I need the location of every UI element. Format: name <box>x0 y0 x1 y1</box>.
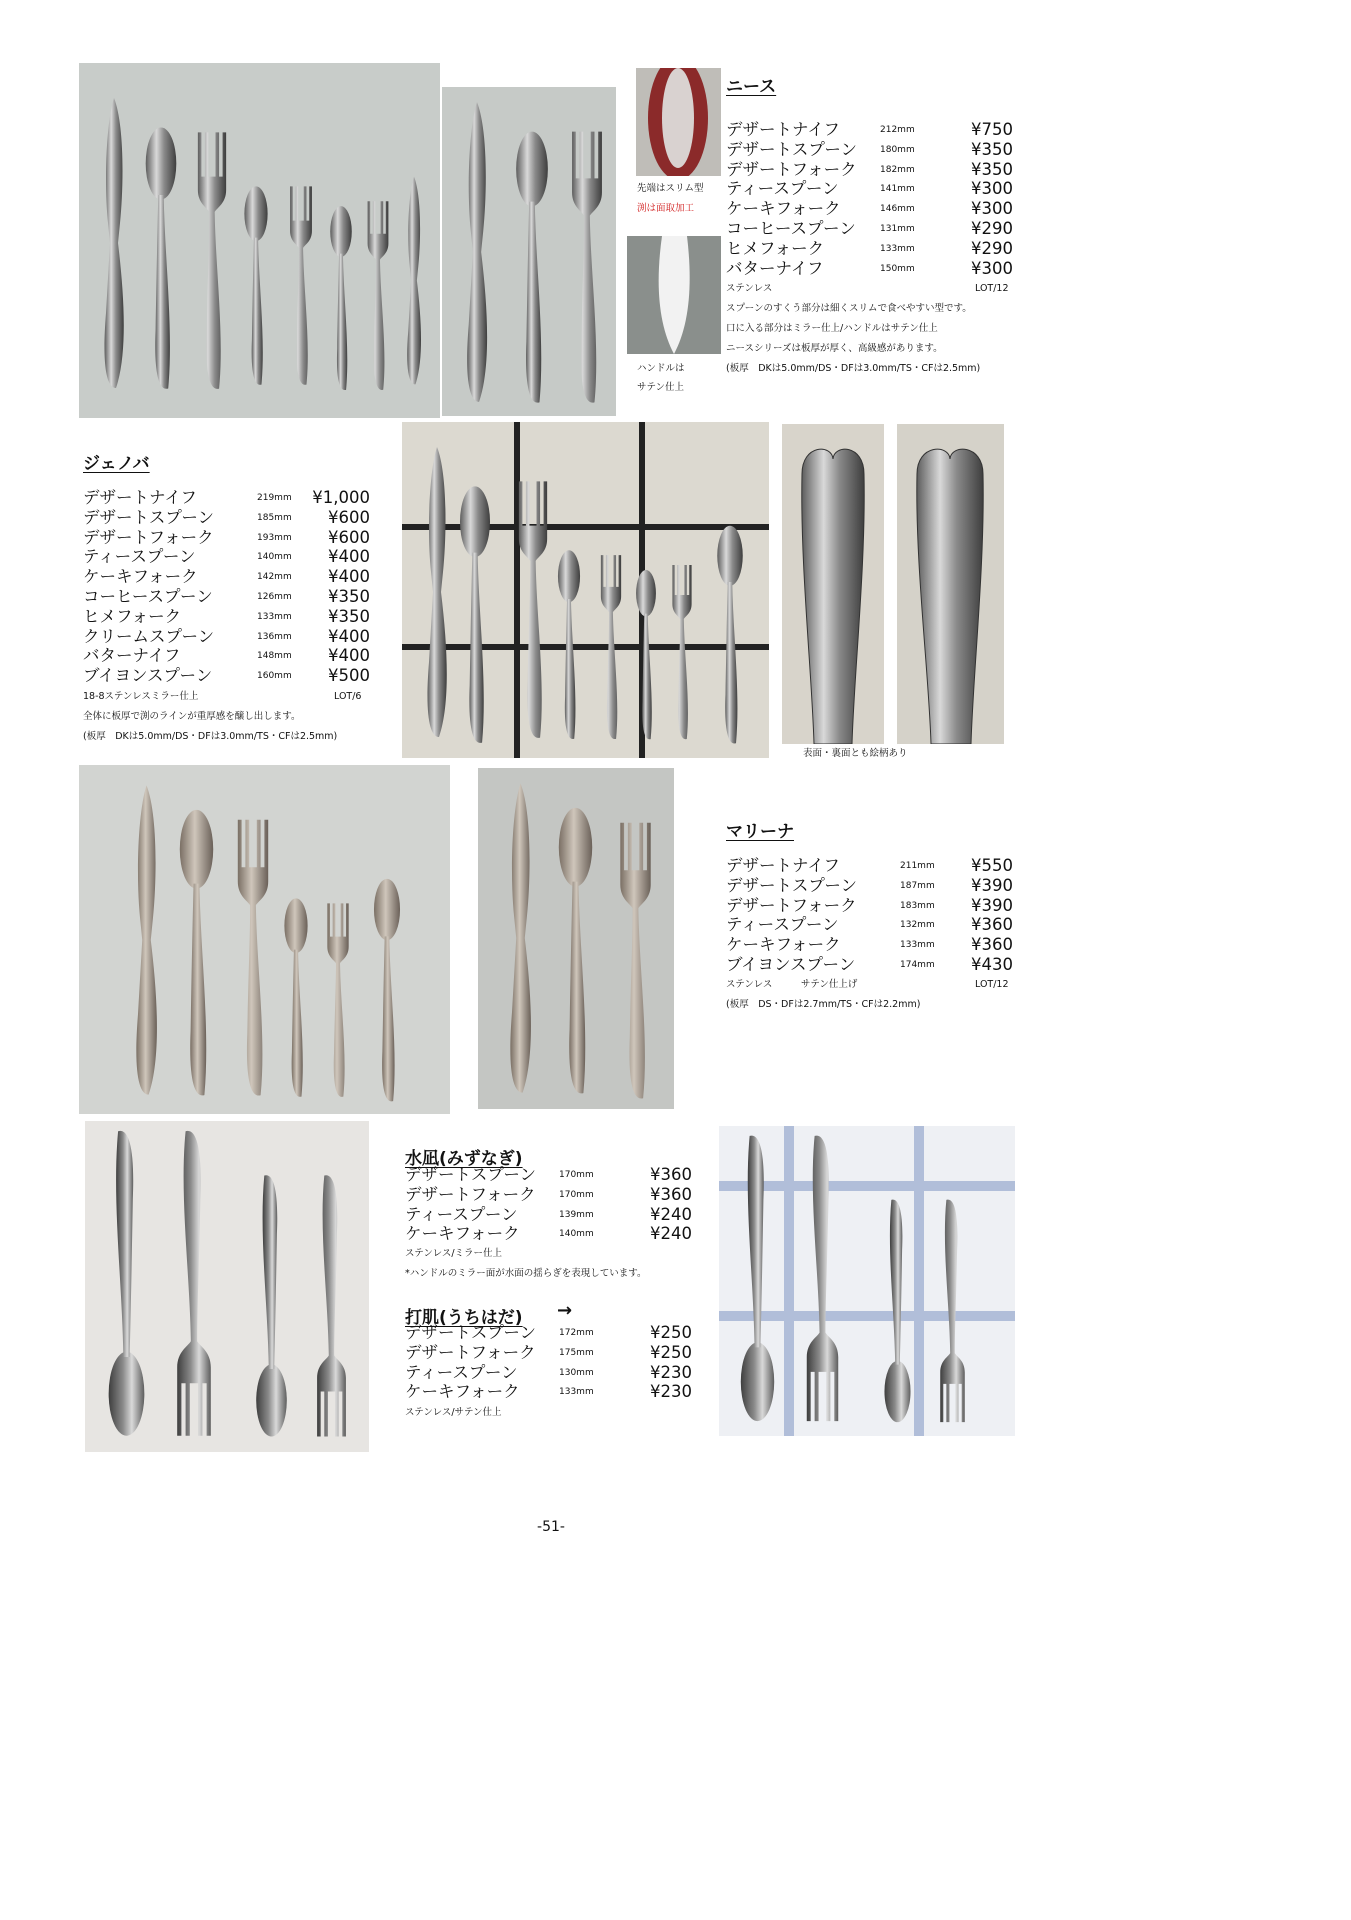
item-size: 139mm <box>559 1209 594 1220</box>
item-name: デザートフォーク <box>405 1342 536 1362</box>
price-row <box>726 896 1013 916</box>
item-size: 219mm <box>257 493 292 503</box>
price-row <box>83 528 370 548</box>
item-name: コーヒースプーン <box>726 218 856 238</box>
nice-note: ニースシリーズは板厚が厚く、高級感があります。 <box>726 343 943 354</box>
item-name: バターナイフ <box>726 258 824 278</box>
item-size: 193mm <box>257 532 292 543</box>
item-price: ¥360 <box>971 935 1013 955</box>
item-price: ¥400 <box>328 547 370 567</box>
item-size: 180mm <box>880 144 915 155</box>
item-name: デザートフォーク <box>83 527 214 547</box>
nice-tip-caption: 先端はスリム型 <box>637 183 704 194</box>
item-size: 141mm <box>880 184 915 195</box>
item-size: 211mm <box>900 861 935 871</box>
marina-lot: LOT/12 <box>975 979 1009 990</box>
item-price: ¥400 <box>328 567 370 587</box>
item-name: デザートナイフ <box>83 488 197 507</box>
item-name: ティースプーン <box>83 547 196 567</box>
genova-price-list <box>83 488 370 686</box>
item-name: デザートナイフ <box>726 856 840 875</box>
price-row <box>405 1224 692 1244</box>
item-price: ¥400 <box>328 626 370 646</box>
item-name: コーヒースプーン <box>83 586 213 606</box>
price-row <box>83 627 370 647</box>
nice-tip-photo <box>636 68 721 176</box>
item-name: デザートスプーン <box>726 139 858 159</box>
item-name: ブイヨンスプーン <box>83 666 213 686</box>
item-price: ¥350 <box>971 159 1013 179</box>
price-row <box>726 856 1013 876</box>
item-price: ¥350 <box>328 586 370 606</box>
price-row <box>405 1343 692 1363</box>
uchihada-title: 打肌(うちはだ) <box>405 1308 523 1328</box>
price-row <box>405 1165 692 1185</box>
price-row <box>405 1363 692 1383</box>
item-size: 126mm <box>257 591 292 602</box>
item-price: ¥430 <box>971 954 1013 974</box>
item-size: 148mm <box>257 651 292 662</box>
item-name: ティースプーン <box>726 915 839 935</box>
item-size: 131mm <box>880 223 915 234</box>
arrow-right-icon: → <box>557 1300 573 1321</box>
item-price: ¥360 <box>650 1165 692 1184</box>
item-price: ¥230 <box>650 1362 692 1382</box>
price-row <box>83 607 370 627</box>
item-name: クリームスプーン <box>83 626 215 646</box>
item-size: 133mm <box>900 940 935 951</box>
price-row <box>405 1382 692 1402</box>
marina-title: マリーナ <box>726 822 794 842</box>
uchihada-photo <box>719 1126 1015 1436</box>
page-number: -51- <box>537 1519 565 1535</box>
item-price: ¥390 <box>971 875 1013 895</box>
nice-title: ニース <box>726 77 777 97</box>
item-name: デザートナイフ <box>726 120 840 139</box>
item-size: 183mm <box>900 900 935 911</box>
item-price: ¥290 <box>971 218 1013 238</box>
item-price: ¥550 <box>971 856 1013 875</box>
price-row <box>726 199 1013 219</box>
price-row <box>726 120 1013 140</box>
item-price: ¥600 <box>328 527 370 547</box>
price-row <box>83 488 370 508</box>
genova-back-photo <box>897 424 1004 744</box>
item-size: 132mm <box>900 920 935 931</box>
item-size: 140mm <box>257 552 292 563</box>
item-name: ブイヨンスプーン <box>726 954 856 974</box>
genova-title: ジェノバ <box>83 454 150 474</box>
price-row <box>726 876 1013 896</box>
item-size: 185mm <box>257 512 292 523</box>
item-size: 182mm <box>880 164 915 175</box>
item-name: デザートスプーン <box>405 1165 537 1184</box>
item-price: ¥1,000 <box>312 488 370 507</box>
nice-handle-caption: サテン仕上 <box>637 382 685 393</box>
mizunagi-price-list <box>405 1165 692 1244</box>
price-row <box>726 160 1013 180</box>
item-name: デザートスプーン <box>405 1323 537 1342</box>
item-size: 140mm <box>559 1229 594 1240</box>
item-price: ¥390 <box>971 895 1013 915</box>
item-price: ¥350 <box>971 139 1013 159</box>
genova-thickness-note: (板厚 DKは5.0mm/DS・DFは3.0mm/TS・CFは2.5mm) <box>83 731 338 742</box>
nice-thickness-note: (板厚 DKは5.0mm/DS・DFは3.0mm/TS・CFは2.5mm) <box>726 363 981 374</box>
marina-material: ステンレス サテン仕上げ <box>726 979 858 990</box>
item-price: ¥350 <box>328 606 370 626</box>
item-size: 170mm <box>559 1170 594 1180</box>
genova-caption: 表面・裏面とも絵柄あり <box>803 748 908 759</box>
item-name: デザートフォーク <box>726 895 857 915</box>
price-row <box>83 666 370 686</box>
price-row <box>405 1205 692 1225</box>
item-size: 133mm <box>559 1387 594 1398</box>
nice-handle-photo <box>627 236 721 354</box>
item-name: ケーキフォーク <box>405 1224 520 1244</box>
nice-price-list <box>726 120 1013 278</box>
genova-material: 18-8ステンレスミラー仕上 <box>83 691 199 702</box>
item-price: ¥360 <box>971 915 1013 935</box>
item-price: ¥300 <box>971 258 1013 278</box>
item-size: 175mm <box>559 1347 594 1358</box>
price-row <box>726 179 1013 199</box>
uchihada-price-list <box>405 1323 692 1402</box>
item-name: デザートスプーン <box>83 507 215 527</box>
item-size: 150mm <box>880 263 915 274</box>
item-name: デザートフォーク <box>726 159 857 179</box>
item-name: ヒメフォーク <box>83 606 182 626</box>
item-name: ヒメフォーク <box>726 238 825 258</box>
nice-material: ステンレス <box>726 283 773 294</box>
item-name: ティースプーン <box>405 1204 518 1224</box>
item-name: ティースプーン <box>405 1362 518 1382</box>
item-price: ¥750 <box>971 120 1013 139</box>
item-size: 136mm <box>257 631 292 642</box>
item-price: ¥400 <box>328 646 370 666</box>
item-name: ケーキフォーク <box>726 935 841 955</box>
item-size: 130mm <box>559 1367 594 1378</box>
item-name: デザートフォーク <box>405 1184 536 1204</box>
item-price: ¥230 <box>650 1382 692 1402</box>
item-price: ¥300 <box>971 199 1013 219</box>
price-row <box>83 547 370 567</box>
item-price: ¥290 <box>971 238 1013 258</box>
item-size: 172mm <box>559 1328 594 1338</box>
item-size: 133mm <box>880 243 915 254</box>
item-price: ¥500 <box>328 666 370 686</box>
item-name: バターナイフ <box>83 646 181 666</box>
mizunagi-note: *ハンドルのミラー面が水面の揺らぎを表現しています。 <box>405 1268 647 1279</box>
price-row <box>726 259 1013 279</box>
item-price: ¥360 <box>650 1184 692 1204</box>
price-row <box>405 1185 692 1205</box>
marina-closeup-photo <box>478 768 674 1109</box>
item-price: ¥240 <box>650 1224 692 1244</box>
marina-price-list <box>726 856 1013 975</box>
mizunagi-photo <box>85 1121 369 1452</box>
mizunagi-title: 水凪(みずなぎ) <box>405 1149 523 1169</box>
item-name: デザートスプーン <box>726 875 858 895</box>
item-price: ¥300 <box>971 179 1013 199</box>
item-name: ティースプーン <box>726 179 839 199</box>
item-price: ¥250 <box>650 1342 692 1362</box>
nice-edge-caption: 渕は面取加工 <box>637 203 695 214</box>
item-price: ¥250 <box>650 1323 692 1342</box>
item-size: 170mm <box>559 1189 594 1200</box>
genova-front-photo <box>782 424 884 744</box>
genova-set-photo <box>402 422 769 758</box>
item-price: ¥600 <box>328 507 370 527</box>
price-row <box>83 646 370 666</box>
price-row <box>83 587 370 607</box>
item-size: 133mm <box>257 611 292 622</box>
item-name: ケーキフォーク <box>83 567 198 587</box>
price-row <box>726 915 1013 935</box>
uchihada-material: ステンレス/サテン仕上 <box>405 1407 502 1418</box>
price-row <box>726 955 1013 975</box>
mizunagi-material: ステンレス/ミラー仕上 <box>405 1248 503 1259</box>
price-row <box>726 140 1013 160</box>
item-size: 160mm <box>257 671 292 682</box>
genova-note: 全体に板厚で渕のラインが重厚感を醸し出します。 <box>83 711 301 722</box>
item-size: 187mm <box>900 880 935 891</box>
item-size: 146mm <box>880 204 915 215</box>
nice-note: 口に入る部分はミラー仕上/ハンドルはサテン仕上 <box>726 323 938 334</box>
price-row <box>726 935 1013 955</box>
item-name: ケーキフォーク <box>405 1382 520 1402</box>
marina-set-photo <box>79 765 450 1114</box>
nice-handle-caption: ハンドルは <box>637 363 685 374</box>
price-row <box>83 508 370 528</box>
item-size: 142mm <box>257 572 292 583</box>
item-price: ¥240 <box>650 1204 692 1224</box>
nice-set-photo <box>79 63 440 418</box>
genova-lot: LOT/6 <box>334 691 362 702</box>
price-row <box>405 1323 692 1343</box>
price-row <box>726 239 1013 259</box>
nice-note: スプーンのすくう部分は細くスリムで食べやすい型です。 <box>726 303 972 314</box>
marina-thickness-note: (板厚 DS・DFは2.7mm/TS・CFは2.2mm) <box>726 999 921 1010</box>
nice-lot: LOT/12 <box>975 283 1009 294</box>
price-row <box>726 219 1013 239</box>
nice-closeup-photo <box>442 87 616 416</box>
item-name: ケーキフォーク <box>726 199 841 219</box>
item-size: 174mm <box>900 959 935 970</box>
item-size: 212mm <box>880 125 915 135</box>
price-row <box>83 567 370 587</box>
